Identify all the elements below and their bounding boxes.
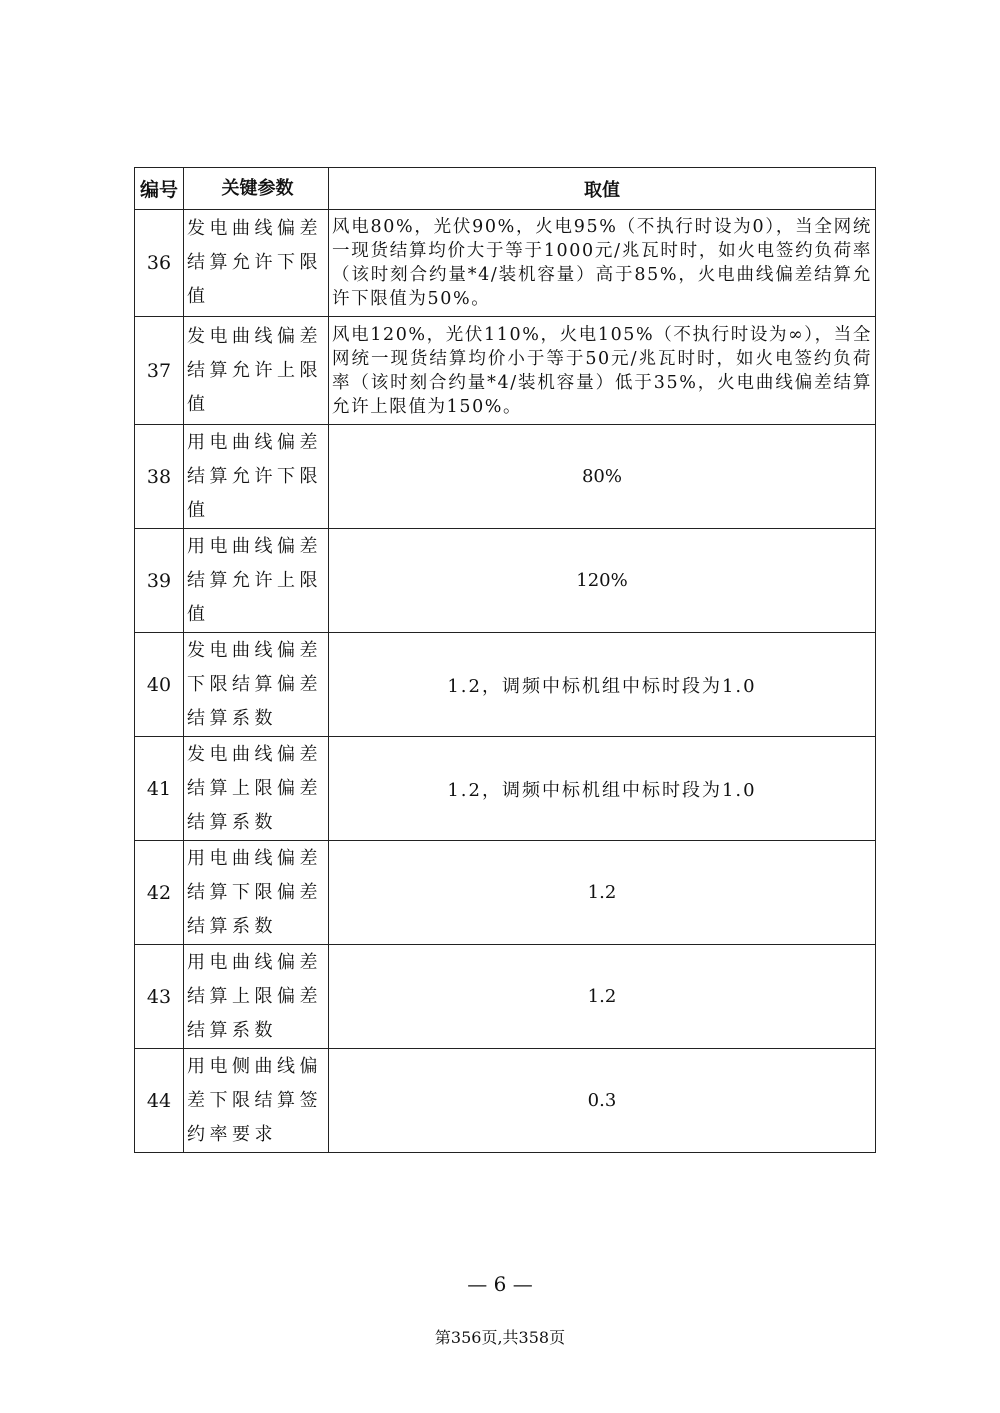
table-row: [135, 737, 876, 841]
row-value: 风电120%，光伏110%，火电105%（不执行时设为∞），当全网统一现货结算均价小于等于50元/兆瓦时时，如火电签约负荷率（该时刻合约量*4/装机容量）低于35%，火电曲线偏差结算允许上限值为150%。: [329, 317, 876, 425]
row-parameter: 用电侧曲线偏差下限结算签约率要求: [184, 1049, 329, 1153]
row-parameter: 用电曲线偏差结算上限偏差结算系数: [184, 945, 329, 1049]
row-value: 0.3: [329, 1049, 876, 1153]
row-value: 1.2: [329, 841, 876, 945]
row-parameter: 发电曲线偏差结算允许上限值: [184, 317, 329, 425]
header-number: 编号: [135, 168, 184, 210]
row-value: 1.2，调频中标机组中标时段为1.0: [329, 737, 876, 841]
header-value: 取值: [329, 168, 876, 210]
page-number: — 6 —: [467, 1272, 533, 1296]
row-number: 44: [135, 1049, 184, 1153]
row-number: 43: [135, 945, 184, 1049]
row-number: 42: [135, 841, 184, 945]
row-value: 1.2: [329, 945, 876, 1049]
table-row: [135, 425, 876, 529]
table-row: [135, 317, 876, 425]
row-number: 41: [135, 737, 184, 841]
row-parameter: 用电曲线偏差结算允许上限值: [184, 529, 329, 633]
table-row: [135, 1049, 876, 1153]
row-parameter: 发电曲线偏差下限结算偏差结算系数: [184, 633, 329, 737]
row-number: 40: [135, 633, 184, 737]
row-number: 36: [135, 210, 184, 317]
row-number: 37: [135, 317, 184, 425]
page-footer: 第356页,共358页: [434, 1328, 566, 1347]
row-parameter: 发电曲线偏差结算上限偏差结算系数: [184, 737, 329, 841]
row-value: 风电80%，光伏90%，火电95%（不执行时设为0），当全网统一现货结算均价大于等于1000元/兆瓦时时，如火电签约负荷率（该时刻合约量*4/装机容量）高于85%，火电曲线偏差结算允许下限值为50%。: [329, 210, 876, 317]
header-key-parameter: 关键参数: [184, 168, 329, 210]
row-value: 80%: [329, 425, 876, 529]
parameter-table: [134, 167, 876, 1153]
table-header-row: [135, 168, 876, 210]
row-parameter: 用电曲线偏差结算允许下限值: [184, 425, 329, 529]
table-row: [135, 210, 876, 317]
table-row: [135, 633, 876, 737]
row-number: 38: [135, 425, 184, 529]
row-value: 120%: [329, 529, 876, 633]
row-number: 39: [135, 529, 184, 633]
table-row: [135, 841, 876, 945]
table-row: [135, 945, 876, 1049]
row-value: 1.2，调频中标机组中标时段为1.0: [329, 633, 876, 737]
table-row: [135, 529, 876, 633]
row-parameter: 发电曲线偏差结算允许下限值: [184, 210, 329, 317]
row-parameter: 用电曲线偏差结算下限偏差结算系数: [184, 841, 329, 945]
